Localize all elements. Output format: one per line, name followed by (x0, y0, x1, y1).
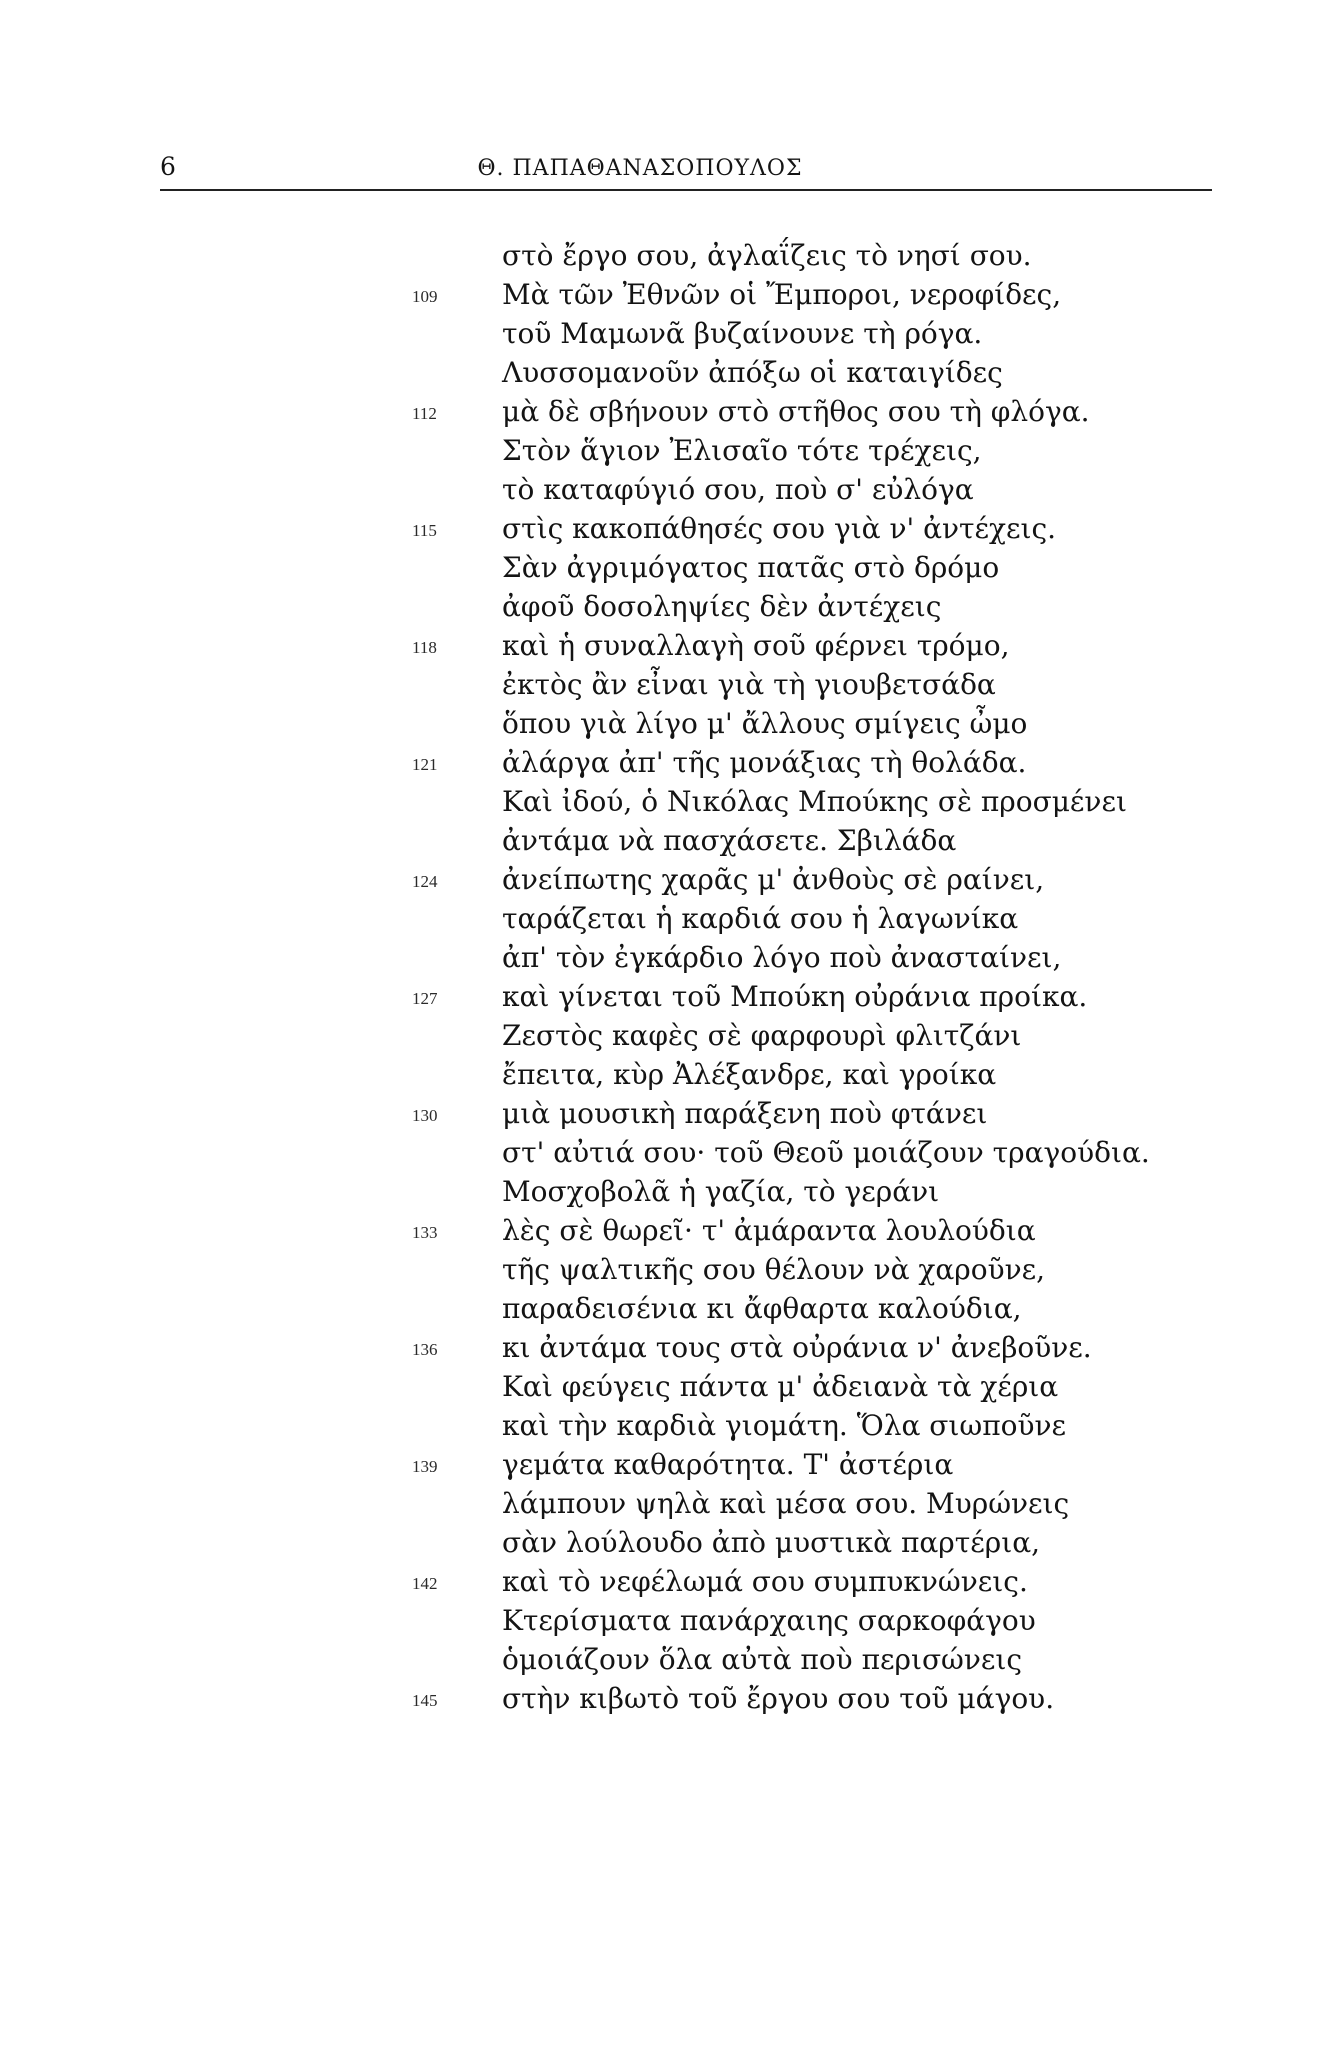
poem-line (0, 236, 1321, 275)
poem-line (0, 275, 1321, 314)
poem-line (0, 1289, 1321, 1328)
poem-line (0, 938, 1321, 977)
verse-text: στὴν κιβωτὸ τοῦ ἔργου σου τοῦ μάγου. (502, 1682, 1055, 1715)
verse-text: Ζεστὸς καφὲς σὲ φαρφουρὶ φλιτζάνι (502, 1019, 1022, 1052)
poem-line (0, 743, 1321, 782)
poem-line (0, 1172, 1321, 1211)
poem-line (0, 977, 1321, 1016)
poem-line (0, 1328, 1321, 1367)
poem-line (0, 1094, 1321, 1133)
verse-text: Μὰ τῶν Ἐθνῶν οἱ Ἔμποροι, νεροφίδες, (502, 278, 1062, 311)
line-number: 121 (412, 755, 438, 774)
verse-text: Στὸν ἅγιον Ἐλισαῖο τότε τρέχεις, (502, 434, 982, 467)
verse-text: ἐκτὸς ἂν εἶναι γιὰ τὴ γιουβετσάδα (502, 668, 996, 701)
poem-line (0, 548, 1321, 587)
verse-text: ἀπ' τὸν ἐγκάρδιο λόγο ποὺ ἀνασταίνει, (502, 941, 1062, 974)
poem-line (0, 353, 1321, 392)
verse-text: σὰν λούλουδο ἀπὸ μυστικὰ παρτέρια, (502, 1526, 1041, 1559)
verse-text: ἀφοῦ δοσοληψίες δὲν ἀντέχεις (502, 590, 942, 623)
verse-text: γεμάτα καθαρότητα. Τ' ἀστέρια (502, 1448, 954, 1481)
verse-text: λὲς σὲ θωρεῖ· τ' ἀμάραντα λουλούδια (502, 1214, 1036, 1247)
line-number: 115 (412, 521, 437, 540)
verse-text: Σὰν ἀγριμόγατος πατᾶς στὸ δρόμο (502, 551, 1000, 584)
line-number: 139 (412, 1457, 438, 1476)
line-number: 142 (412, 1574, 438, 1593)
poem-line (0, 821, 1321, 860)
poem-line (0, 1640, 1321, 1679)
verse-text: κι ἀντάμα τους στὰ οὐράνια ν' ἀνεβοῦνε. (502, 1331, 1092, 1364)
verse-text: καὶ γίνεται τοῦ Μπούκη οὐράνια προίκα. (502, 980, 1088, 1013)
verse-text: μὰ δὲ σβήνουν στὸ στῆθος σου τὴ φλόγα. (502, 395, 1090, 428)
verse-text: καὶ τὸ νεφέλωμά σου συμπυκνώνεις. (502, 1565, 1028, 1598)
verse-text: τὸ καταφύγιό σου, ποὺ σ' εὐλόγα (502, 473, 974, 506)
page-header (160, 150, 1212, 190)
line-number: 124 (412, 872, 438, 891)
verse-text: τῆς ψαλτικῆς σου θέλουν νὰ χαροῦνε, (502, 1253, 1046, 1286)
line-number: 130 (412, 1106, 438, 1125)
verse-text: στ' αὐτιά σου· τοῦ Θεοῦ μοιάζουν τραγούδια. (502, 1136, 1150, 1169)
verse-text: στὶς κακοπάθησές σου γιὰ ν' ἀντέχεις. (502, 512, 1057, 545)
poem-line (0, 899, 1321, 938)
running-head: Θ. ΠΑΠΑΘΑΝΑΣΟΠΟΥΛΟΣ (477, 156, 803, 181)
page-number: 6 (160, 152, 176, 181)
verse-text: τοῦ Μαμωνᾶ βυζαίνουνε τὴ ρόγα. (502, 317, 983, 350)
poem-line (0, 587, 1321, 626)
line-number: 133 (412, 1223, 438, 1242)
line-number: 145 (412, 1691, 438, 1710)
poem-line (0, 431, 1321, 470)
poem-line (0, 1133, 1321, 1172)
poem-line (0, 1406, 1321, 1445)
poem-line (0, 782, 1321, 821)
poem-line (0, 626, 1321, 665)
poem-line (0, 1679, 1321, 1718)
poem-line (0, 1016, 1321, 1055)
line-number: 136 (412, 1340, 438, 1359)
poem-line (0, 860, 1321, 899)
verse-text: ἀντάμα νὰ πασχάσετε. Σβιλάδα (502, 824, 957, 857)
verse-text: ταράζεται ἡ καρδιά σου ἡ λαγωνίκα (502, 902, 1019, 935)
line-number: 127 (412, 989, 438, 1008)
verse-text: καὶ τὴν καρδιὰ γιομάτη. Ὅλα σιωποῦνε (502, 1409, 1067, 1442)
line-number: 112 (412, 404, 437, 423)
poem-line (0, 1601, 1321, 1640)
verse-text: ἀλάργα ἀπ' τῆς μονάξιας τὴ θολάδα. (502, 746, 1027, 779)
poem-line (0, 1484, 1321, 1523)
header-rule (160, 189, 1212, 191)
line-number: 109 (412, 287, 438, 306)
verse-text: μιὰ μουσικὴ παράξενη ποὺ φτάνει (502, 1097, 988, 1130)
poem-text (0, 236, 1321, 1718)
poem-line (0, 1250, 1321, 1289)
poem-line (0, 470, 1321, 509)
verse-text: ἀνείπωτης χαρᾶς μ' ἀνθοὺς σὲ ραίνει, (502, 863, 1045, 896)
poem-line (0, 509, 1321, 548)
verse-text: Καὶ ἰδού, ὁ Νικόλας Μπούκης σὲ προσμένει (502, 785, 1127, 818)
poem-line (0, 1367, 1321, 1406)
verse-text: Καὶ φεύγεις πάντα μ' ἀδειανὰ τὰ χέρια (502, 1370, 1059, 1403)
verse-text: στὸ ἔργο σου, ἀγλαΐζεις τὸ νησί σου. (502, 239, 1032, 272)
poem-line (0, 392, 1321, 431)
verse-text: ἔπειτα, κὺρ Ἀλέξανδρε, καὶ γροίκα (502, 1058, 997, 1091)
poem-line (0, 704, 1321, 743)
verse-text: Κτερίσματα πανάρχαιης σαρκοφάγου (502, 1604, 1036, 1637)
verse-text: παραδεισένια κι ἄφθαρτα καλούδια, (502, 1292, 1022, 1325)
verse-text: ὁμοιάζουν ὅλα αὐτὰ ποὺ περισώνεις (502, 1643, 1023, 1676)
line-number: 118 (412, 638, 437, 657)
poem-line (0, 1562, 1321, 1601)
poem-line (0, 1523, 1321, 1562)
poem-line (0, 314, 1321, 353)
poem-line (0, 665, 1321, 704)
verse-text: καὶ ἡ συναλλαγὴ σοῦ φέρνει τρόμο, (502, 629, 1010, 662)
verse-text: Μοσχοβολᾶ ἡ γαζία, τὸ γεράνι (502, 1175, 940, 1208)
poem-line (0, 1445, 1321, 1484)
verse-text: λάμπουν ψηλὰ καὶ μέσα σου. Μυρώνεις (502, 1487, 1070, 1520)
verse-text: ὅπου γιὰ λίγο μ' ἄλλους σμίγεις ὦμο (502, 707, 1028, 740)
poem-line (0, 1055, 1321, 1094)
poem-line (0, 1211, 1321, 1250)
verse-text: Λυσσομανοῦν ἀπόξω οἱ καταιγίδες (502, 356, 1003, 389)
